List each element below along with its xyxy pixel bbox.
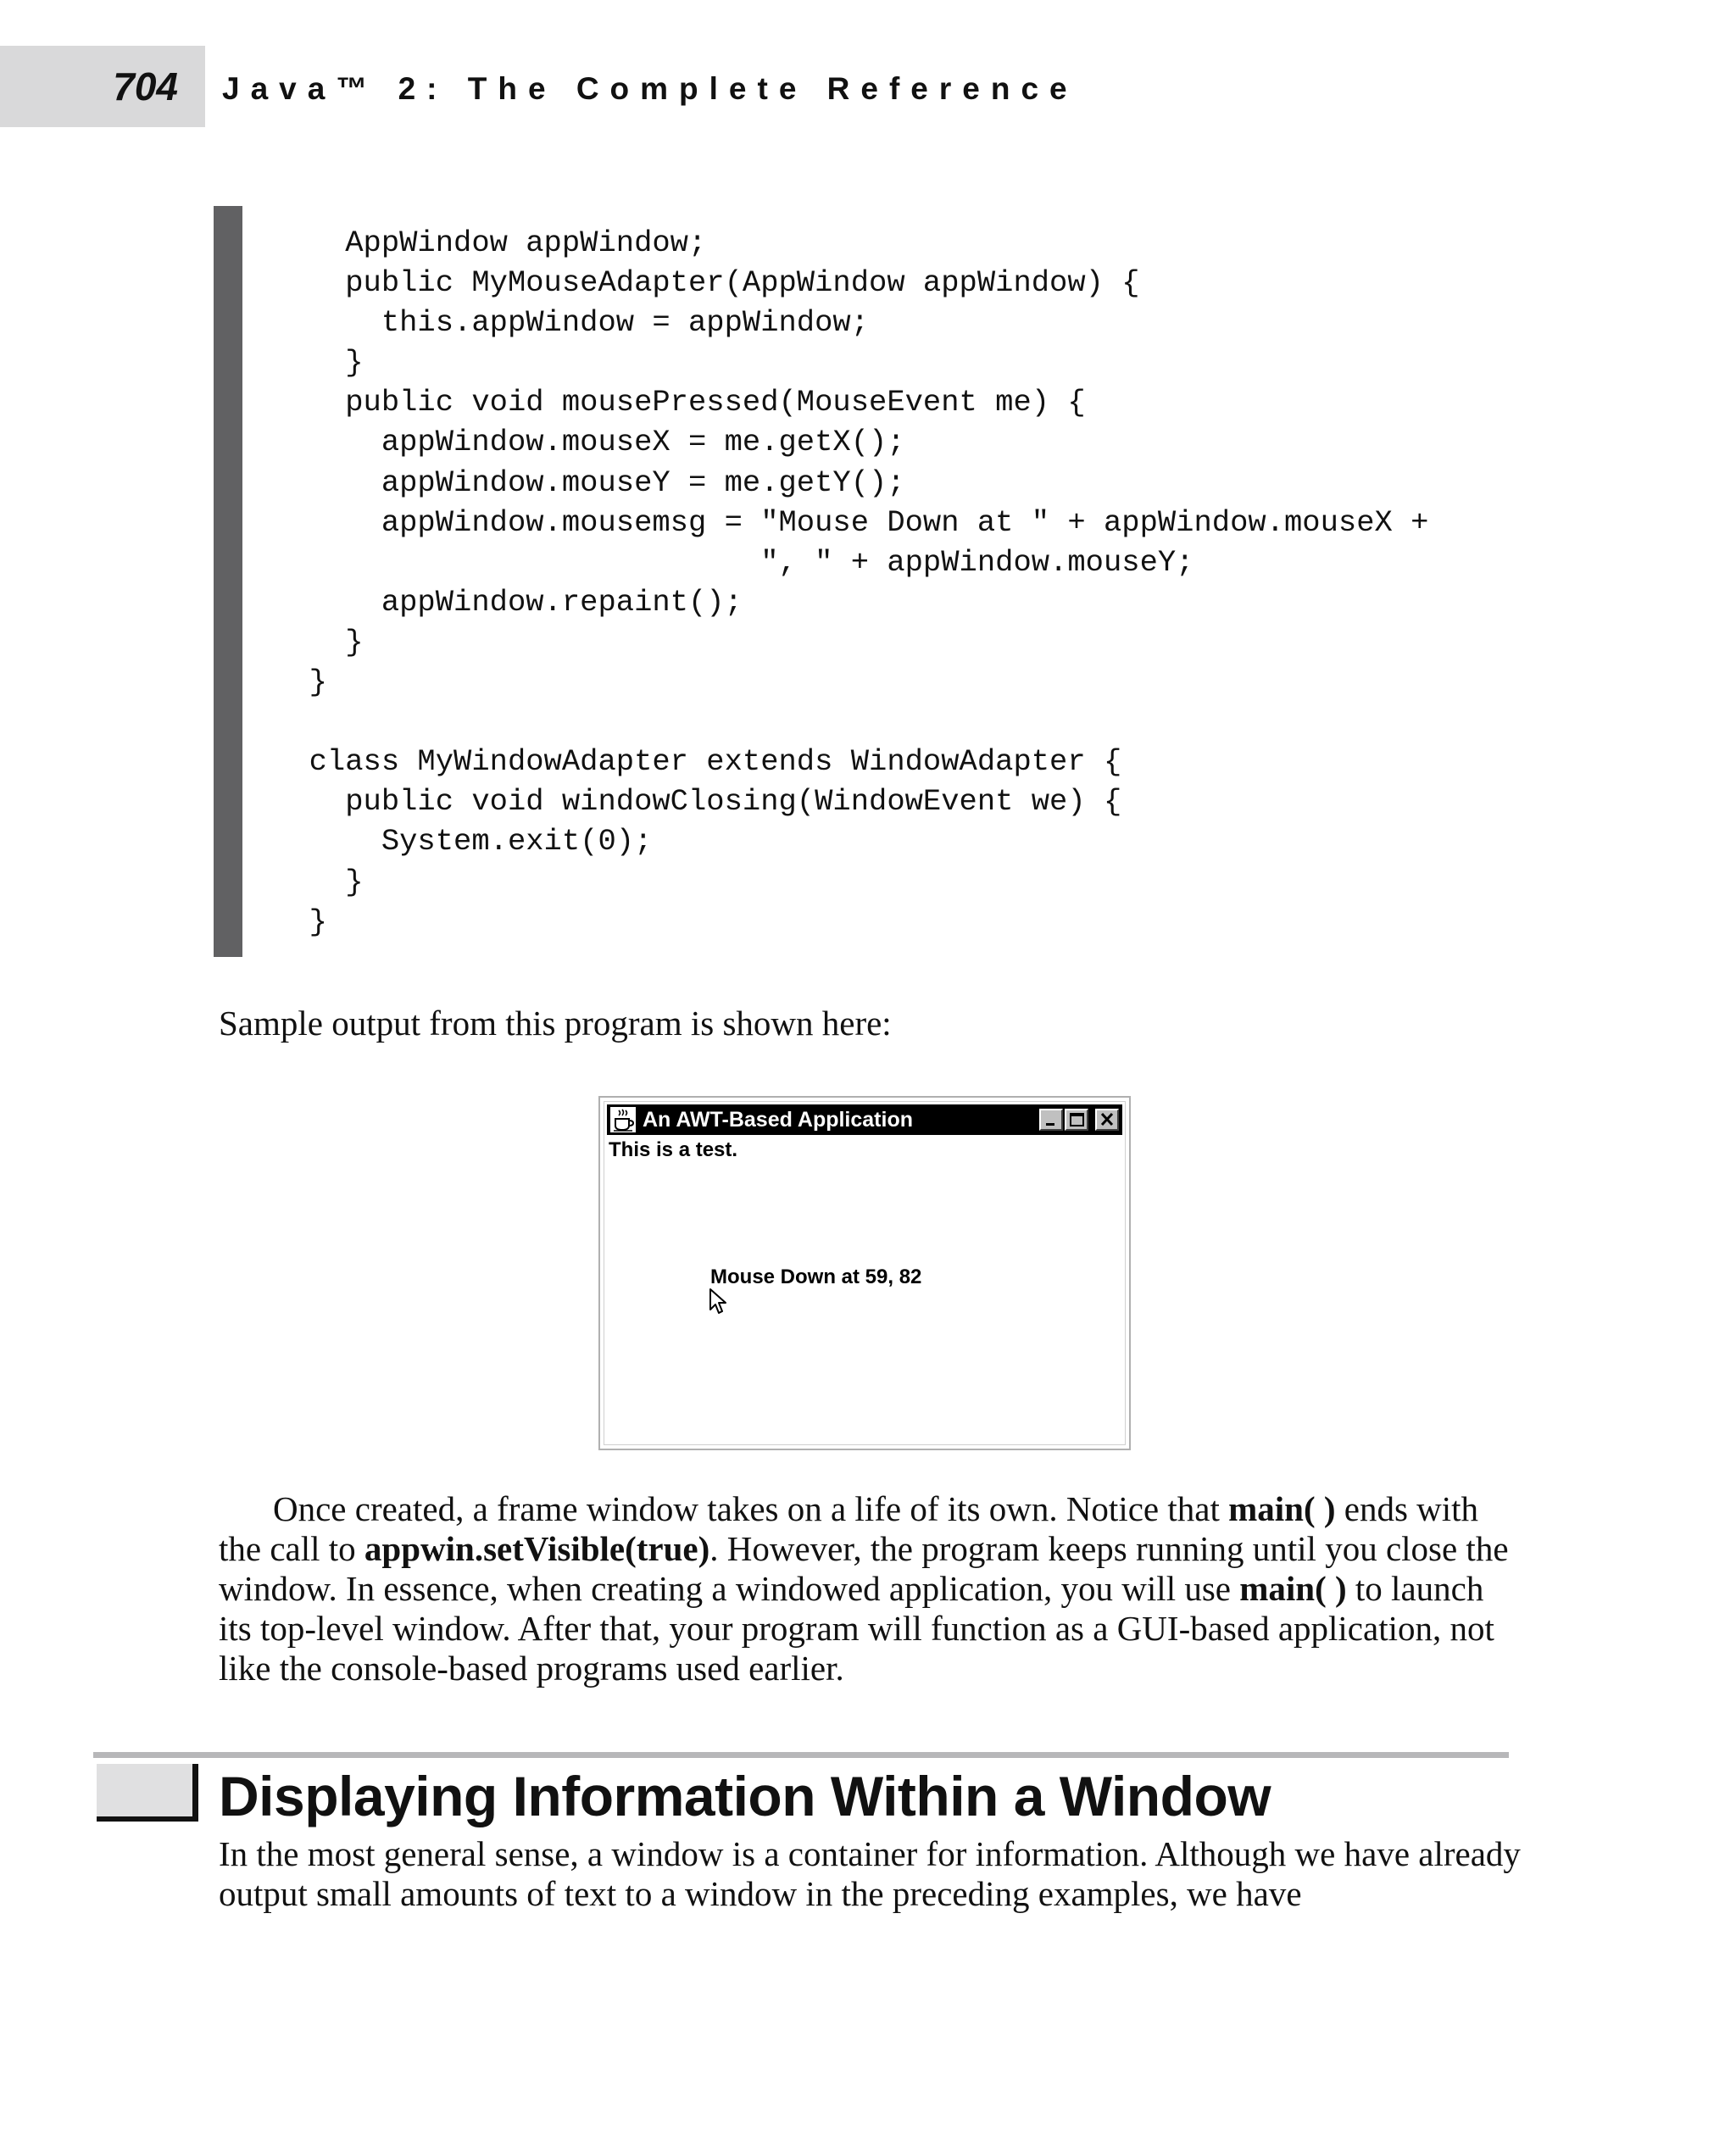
mouse-message: Mouse Down at 59, 82 (710, 1265, 922, 1288)
text-run: to launch its top-level window. After that, your program will function as a GUI-based application, not like the console-based programs used earlier. (219, 1569, 1494, 1688)
section-heading: Displaying Information Within a Window (219, 1765, 1271, 1827)
java-cup-icon (610, 1107, 636, 1132)
section-paragraph: In the most general sense, a window is a container for information. Although we have already output small amounts of text to a window in the preceding examples, we have (219, 1834, 1521, 1913)
section-rule (93, 1752, 1509, 1758)
window-title-bar (607, 1104, 1122, 1135)
sample-output-window (598, 1096, 1131, 1450)
close-button[interactable] (1095, 1109, 1119, 1131)
code-term-setvisible: appwin.setVisible(true) (364, 1529, 710, 1568)
code-listing-bar (214, 206, 242, 957)
code-listing: AppWindow appWindow; public MyMouseAdapter(AppWindow appWindow) { this.appWindow = appWindow; } public void mousePressed(MouseEvent me) { appWindow.mouseX = me.getX(); appWindow.mouseY = me.getY(); appWindow.mousemsg = "Mouse Down at " + appWindow.mouseX + ", " + appWindow.mouseY; appWindow.repaint(); } } class MyWindowAdapter extends WindowAdapter { public void windowClosing(WindowEvent we) { System.exit(0); } } (309, 225, 1429, 939)
text-run: Once created, a frame window takes on a life of its own. Notice that (273, 1489, 1229, 1528)
minimize-button[interactable] (1039, 1109, 1063, 1131)
running-head: Java™ 2: The Complete Reference (222, 71, 1078, 106)
code-term-main: main( ) (1228, 1489, 1336, 1528)
code-term-main: main( ) (1239, 1569, 1347, 1608)
body-paragraph (219, 1489, 1524, 1688)
arrow-cursor-icon (709, 1288, 729, 1316)
window-text-line: This is a test. (609, 1138, 738, 1161)
window-title: An AWT-Based Application (643, 1108, 913, 1132)
maximize-icon (1068, 1111, 1085, 1128)
maximize-button[interactable] (1065, 1109, 1088, 1131)
page-number: 704 (113, 64, 178, 108)
close-icon (1099, 1111, 1116, 1128)
text-run: . However, the program keeps running until you close the window. In essence, when creating a windowed application, you will use (219, 1529, 1509, 1608)
text-run: ends with the call to (219, 1489, 1479, 1568)
section-marker-box (97, 1764, 198, 1822)
intro-text: Sample output from this program is shown here: (219, 1004, 892, 1043)
minimize-icon (1043, 1111, 1060, 1128)
